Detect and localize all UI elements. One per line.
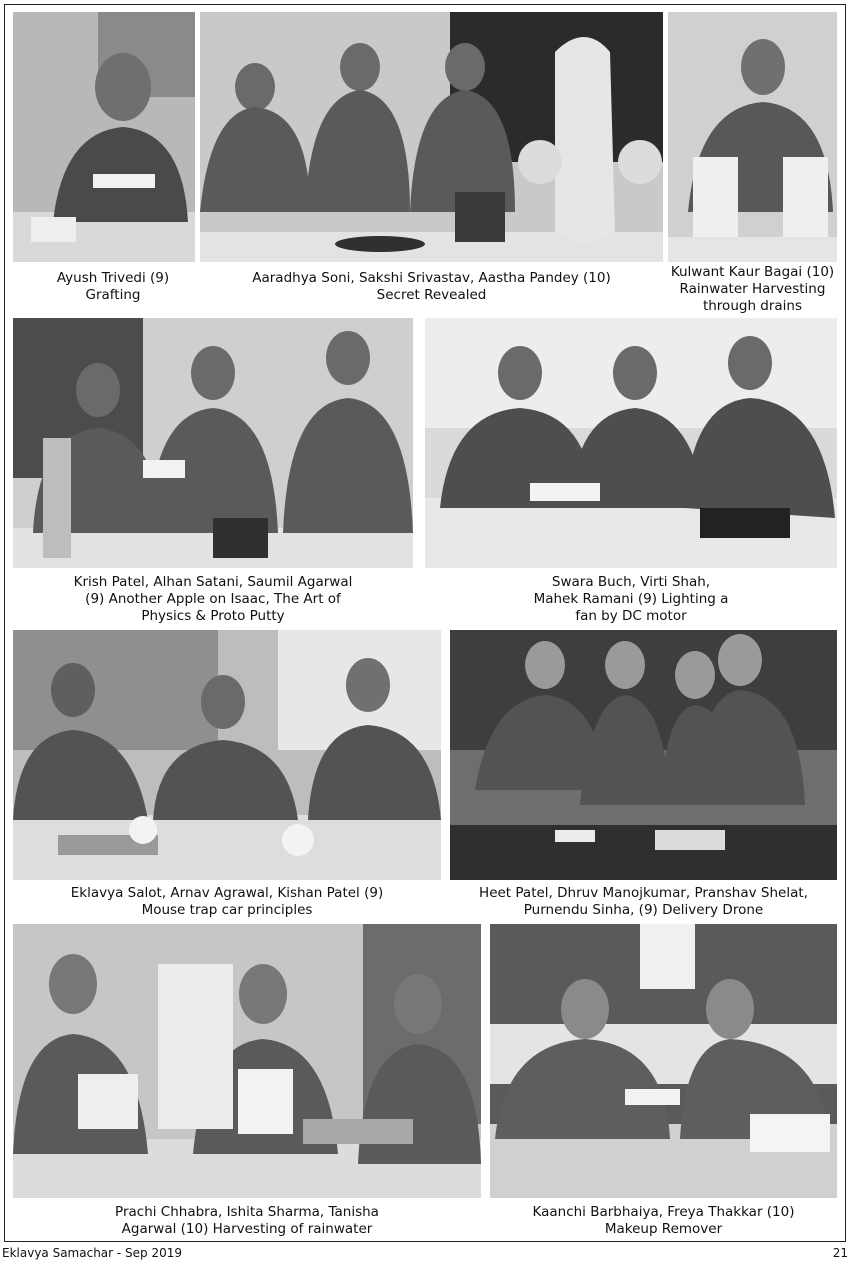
- caption-secret-revealed: [200, 270, 663, 304]
- caption-line: fan by DC motor: [575, 608, 687, 624]
- photo-secret-revealed: [200, 12, 663, 262]
- photo-delivery-drone: [450, 630, 837, 880]
- caption-apple-on-isaac: [13, 574, 413, 625]
- photo-harvesting-rainwater: [13, 924, 481, 1198]
- caption-line: Purnendu Sinha, (9) Delivery Drone: [523, 902, 764, 918]
- photo-ayush-trivedi: [13, 12, 195, 262]
- caption-line: Agarwal (10) Harvesting of rainwater: [121, 1221, 373, 1237]
- photo-mouse-trap-car: [13, 630, 441, 880]
- caption-makeup-remover: [490, 1204, 837, 1238]
- caption-line: (9) Another Apple on Isaac, The Art of: [85, 591, 341, 607]
- caption-line: Makeup Remover: [604, 1221, 723, 1237]
- caption-delivery-drone: [450, 885, 837, 919]
- caption-line: Swara Buch, Virti Shah,: [551, 574, 711, 590]
- caption-ayush-trivedi: [13, 270, 213, 304]
- caption-line: Krish Patel, Alhan Satani, Saumil Agarwal: [73, 574, 353, 590]
- caption-line: Kaanchi Barbhaiya, Freya Thakkar (10): [532, 1204, 795, 1220]
- caption-line: Grafting: [85, 287, 141, 303]
- photo-fan-dc-motor: [425, 318, 837, 568]
- footer-publication: Eklavya Samachar - Sep 2019: [2, 1246, 183, 1260]
- caption-harvesting-rainwater: [13, 1204, 481, 1238]
- caption-line: Eklavya Salot, Arnav Agrawal, Kishan Patel (9): [70, 885, 384, 901]
- photo-apple-on-isaac: [13, 318, 413, 568]
- caption-line: Mahek Ramani (9) Lighting a: [533, 591, 729, 607]
- caption-line: Ayush Trivedi (9): [56, 270, 170, 286]
- photo-kulwant-kaur-bagai: [668, 12, 837, 262]
- caption-line: Prachi Chhabra, Ishita Sharma, Tanisha: [115, 1204, 379, 1220]
- caption-line: Mouse trap car principles: [141, 902, 313, 918]
- caption-line: Heet Patel, Dhruv Manojkumar, Pranshav Shelat,: [479, 885, 808, 901]
- caption-mouse-trap-car: [13, 885, 441, 919]
- caption-line: Physics & Proto Putty: [141, 608, 285, 624]
- photo-makeup-remover: [490, 924, 837, 1198]
- caption-line: Aaradhya Soni, Sakshi Srivastav, Aastha Pandey (10): [252, 270, 611, 286]
- caption-line: Kulwant Kaur Bagai (10): [670, 264, 835, 280]
- caption-line: through drains: [702, 298, 803, 314]
- page-number: 21: [832, 1246, 848, 1260]
- caption-kulwant-kaur-bagai: [660, 264, 845, 315]
- caption-fan-dc-motor: [425, 574, 837, 625]
- caption-line: Rainwater Harvesting: [679, 281, 826, 297]
- caption-line: Secret Revealed: [376, 287, 487, 303]
